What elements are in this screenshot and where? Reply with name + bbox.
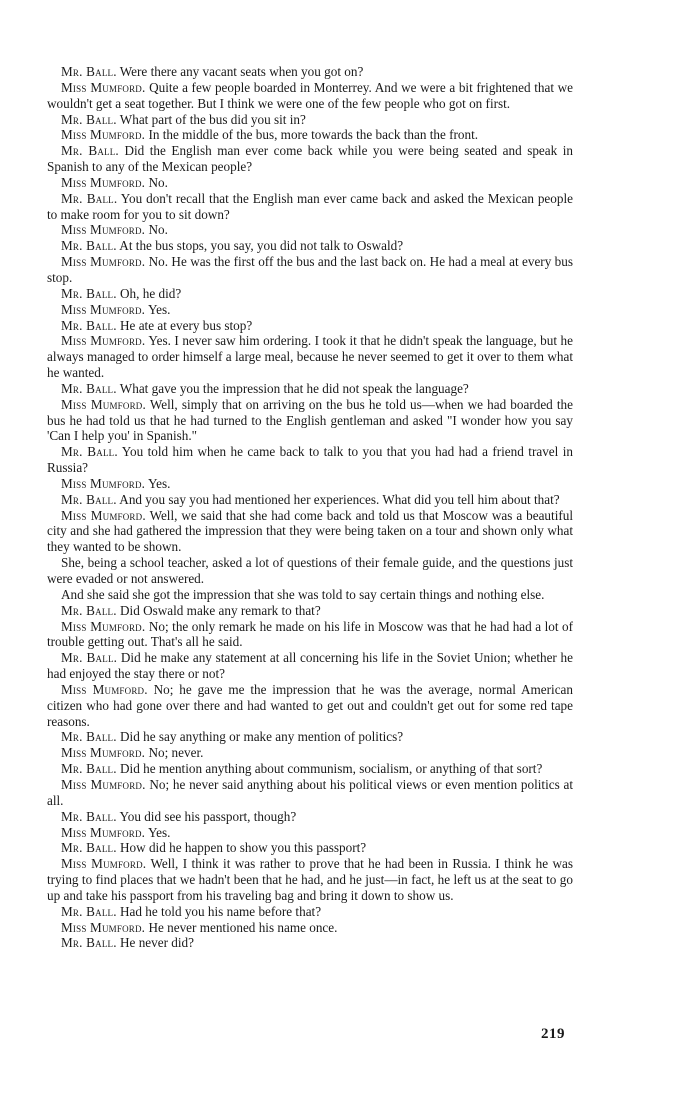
testimony-paragraph xyxy=(47,492,573,508)
testimony-paragraph xyxy=(47,381,573,397)
speech-text: Well, we said that she had come back and told us that Moscow was a beautiful city and she had gathered the impression that they were being taken on a tour and shown only what they wanted to be shown. xyxy=(47,507,574,555)
testimony-paragraph xyxy=(47,729,573,745)
speaker-name: Mr. Ball. xyxy=(61,903,117,919)
testimony-paragraph xyxy=(47,444,573,476)
speaker-name: Miss Mumford. xyxy=(61,919,146,935)
speech-text: No; never. xyxy=(148,745,204,761)
testimony-paragraph xyxy=(47,603,573,619)
page-number: 219 xyxy=(541,1026,565,1042)
speech-text: How did he happen to show you this passport? xyxy=(120,840,367,856)
speaker-name: Miss Mumford. xyxy=(61,776,146,792)
speaker-name: Miss Mumford. xyxy=(61,475,146,491)
testimony-paragraph xyxy=(47,650,573,682)
speaker-name: Miss Mumford. xyxy=(61,222,146,238)
speaker-name: Mr. Ball. xyxy=(61,317,117,333)
speech-text: No; the only remark he made on his life in Moscow was that he had had a lot of trouble getting out. That's all he said. xyxy=(47,618,574,650)
testimony-paragraph xyxy=(47,904,573,920)
speech-text: No. xyxy=(148,174,168,190)
testimony-paragraph xyxy=(47,619,573,651)
speech-text: At the bus stops, you say, you did not talk to Oswald? xyxy=(119,238,404,254)
testimony-body xyxy=(47,64,573,951)
speech-text: He never did? xyxy=(120,935,194,951)
speaker-name: Mr. Ball. xyxy=(61,602,117,618)
speaker-name: Miss Mumford. xyxy=(61,174,146,190)
testimony-paragraph xyxy=(47,80,573,112)
speaker-name: Miss Mumford. xyxy=(61,79,146,95)
speech-text: Yes. xyxy=(147,301,171,317)
speech-text: Did he say anything or make any mention of politics? xyxy=(120,729,404,745)
speech-text: You don't recall that the English man ever came back and asked the Mexican people to make room for you to sit down? xyxy=(47,190,573,222)
testimony-paragraph xyxy=(47,222,573,238)
testimony-paragraph xyxy=(47,935,573,951)
testimony-paragraph xyxy=(47,254,573,286)
speaker-name: Mr. Ball. xyxy=(61,143,119,159)
speech-text: And you say you had mentioned her experiences. What did you tell him about that? xyxy=(119,491,560,507)
speaker-name: Mr. Ball. xyxy=(61,380,117,396)
speech-text: No. xyxy=(148,222,168,238)
testimony-paragraph xyxy=(47,191,573,223)
speech-text: Quite a few people boarded in Monterrey. And we were a bit frightened that we wouldn't get a seat together. But I think we were one of the few people who got on first. xyxy=(47,79,573,111)
speaker-name: Miss Mumford. xyxy=(61,333,146,349)
speaker-name: Mr. Ball. xyxy=(61,808,117,824)
testimony-paragraph xyxy=(47,809,573,825)
speaker-name: Mr. Ball. xyxy=(61,190,118,206)
speaker-name: Mr. Ball. xyxy=(61,491,117,507)
speech-text: Did the English man ever come back while you were being seated and speak in Spanish to any of the Mexican people? xyxy=(47,143,574,175)
speaker-name: Miss Mumford. xyxy=(61,681,148,697)
testimony-paragraph xyxy=(47,920,573,936)
speech-text: Yes. I never saw him ordering. I took it that he didn't speak the language, but he always managed to order himself a large meal, because he never seemed to get it over to them what he wanted. xyxy=(47,333,573,381)
testimony-paragraph xyxy=(47,112,573,128)
speech-text: No. He was the first off the bus and the last back on. He had a meal at every bus stop. xyxy=(47,254,573,285)
speaker-name: Mr. Ball. xyxy=(61,935,117,951)
testimony-paragraph xyxy=(47,175,573,191)
speaker-name: Mr. Ball. xyxy=(61,285,117,301)
testimony-paragraph xyxy=(47,777,573,809)
speech-text: Did he make any statement at all concerning his life in the Soviet Union; whether he had enjoyed the stay there or not? xyxy=(47,650,573,682)
speech-text: Well, I think it was rather to prove that he had been in Russia. I think he was trying to find places that we hadn't been that he had, and he just—in fact, he left us at the seat to go up and take his passport from his traveling bag and bring it down to show us. xyxy=(47,856,573,903)
speech-text: He never mentioned his name once. xyxy=(148,919,338,935)
testimony-paragraph xyxy=(47,508,573,556)
speech-text: You told him when he came back to talk to you that you had had a friend travel in Russia? xyxy=(47,444,573,476)
speech-text: No; he gave me the impression that he was the average, normal American citizen who had gone over there and had wanted to get out and couldn't get out for some red tape reasons. xyxy=(47,681,573,729)
testimony-paragraph xyxy=(47,238,573,254)
speaker-name: Mr. Ball. xyxy=(61,761,117,777)
speech-text: In the middle of the bus, more towards the back than the front. xyxy=(148,127,479,143)
testimony-paragraph xyxy=(47,856,573,904)
speaker-name: Miss Mumford. xyxy=(61,824,146,840)
speaker-name: Mr. Ball. xyxy=(61,729,117,745)
speaker-name: Miss Mumford. xyxy=(61,507,146,523)
testimony-paragraph xyxy=(47,318,573,334)
testimony-paragraph xyxy=(47,587,573,603)
speech-text: What part of the bus did you sit in? xyxy=(119,111,306,127)
testimony-paragraph xyxy=(47,825,573,841)
speech-text: Did he mention anything about communism, socialism, or anything of that sort? xyxy=(120,761,543,777)
speech-text: Yes. xyxy=(147,475,171,491)
testimony-paragraph xyxy=(47,476,573,492)
testimony-paragraph xyxy=(47,127,573,143)
speech-text: And she said she got the impression that she was told to say certain things and nothing else. xyxy=(61,586,545,602)
speaker-name: Mr. Ball. xyxy=(61,111,117,127)
speech-text: He ate at every bus stop? xyxy=(120,317,253,333)
speaker-name: Miss Mumford. xyxy=(61,127,146,143)
speech-text: You did see his passport, though? xyxy=(119,808,297,824)
testimony-paragraph xyxy=(47,840,573,856)
speaker-name: Miss Mumford. xyxy=(61,618,146,634)
speech-text: She, being a school teacher, asked a lot of questions of their female guide, and the questions just were evaded or not answered. xyxy=(47,555,573,586)
testimony-paragraph xyxy=(47,397,573,445)
testimony-paragraph xyxy=(47,286,573,302)
speaker-name: Miss Mumford. xyxy=(61,745,146,761)
speaker-name: Mr. Ball. xyxy=(61,650,118,666)
speaker-name: Mr. Ball. xyxy=(61,840,117,856)
speaker-name: Miss Mumford. xyxy=(61,396,146,412)
testimony-paragraph xyxy=(47,64,573,80)
testimony-paragraph xyxy=(47,555,573,587)
speaker-name: Mr. Ball. xyxy=(61,238,117,254)
speech-text: Oh, he did? xyxy=(120,285,182,301)
speaker-name: Miss Mumford. xyxy=(61,856,147,872)
speaker-name: Miss Mumford. xyxy=(61,301,146,317)
speech-text: Were there any vacant seats when you got on? xyxy=(119,64,364,79)
speech-text: Did Oswald make any remark to that? xyxy=(120,602,321,618)
testimony-paragraph xyxy=(47,682,573,730)
speaker-name: Mr. Ball. xyxy=(61,444,118,460)
testimony-paragraph xyxy=(47,761,573,777)
speech-text: Had he told you his name before that? xyxy=(120,903,322,919)
speech-text: Well, simply that on arriving on the bus he told us—when we had boarded the bus he had told us that he had turned to the English gentleman and asked "I wonder how you say 'Can I help you' in Spanish." xyxy=(47,396,573,444)
speech-text: Yes. xyxy=(147,824,171,840)
testimony-paragraph xyxy=(47,143,573,175)
speaker-name: Miss Mumford. xyxy=(61,254,146,270)
testimony-paragraph xyxy=(47,745,573,761)
testimony-paragraph xyxy=(47,333,573,381)
speech-text: What gave you the impression that he did not speak the language? xyxy=(119,380,469,396)
speaker-name: Mr. Ball. xyxy=(61,64,117,79)
speech-text: No; he never said anything about his political views or even mention politics at all. xyxy=(47,776,573,808)
testimony-paragraph xyxy=(47,302,573,318)
